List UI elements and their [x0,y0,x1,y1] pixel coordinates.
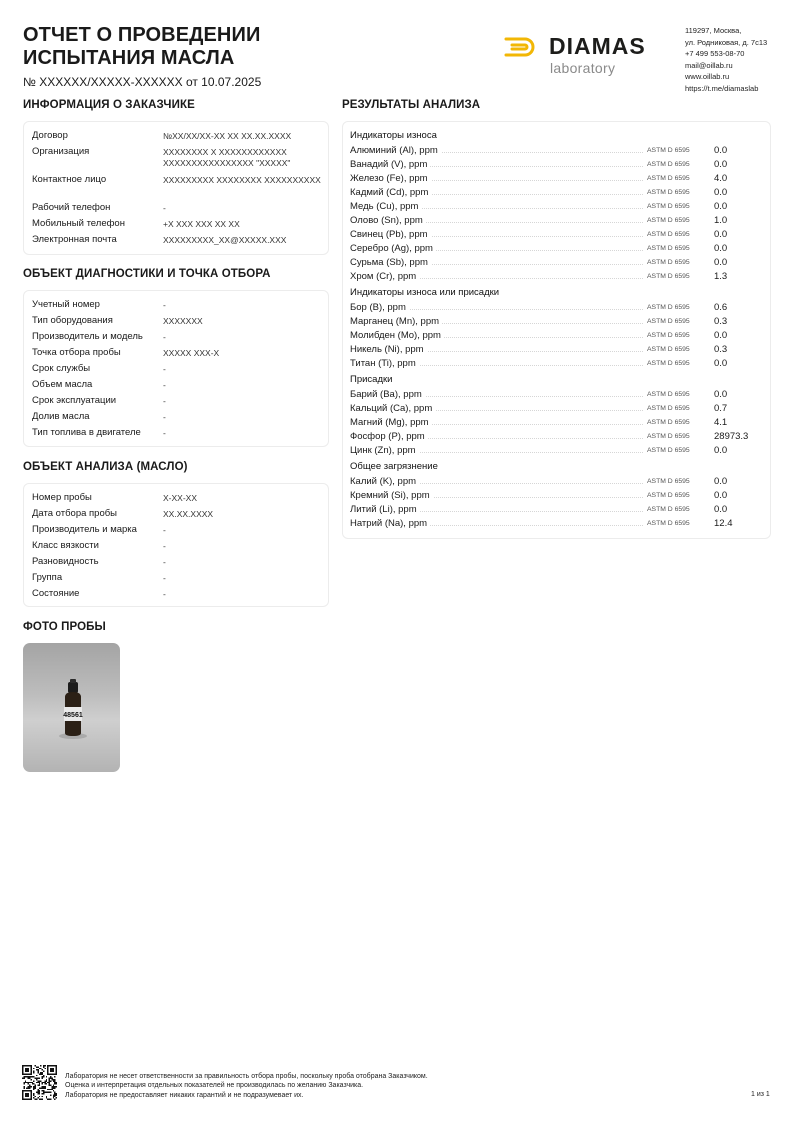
result-method: ASTM D 6595 [647,432,690,440]
oil-row: Состояние - [32,588,166,599]
report-title-line1: ОТЧЕТ О ПРОВЕДЕНИИ [23,24,261,46]
result-row [350,255,764,269]
result-name: Серебро (Ag), ppm [350,243,647,254]
oil-row: Номер пробы X-XX-XX [32,492,198,503]
result-value: 0.0 [714,186,728,198]
sample-photo [23,643,120,772]
result-method: ASTM D 6595 [647,446,690,454]
oil-row: Группа - [32,572,166,583]
result-name: Железо (Fe), ppm [350,173,647,184]
result-name: Медь (Cu), ppm [350,201,647,212]
contact-line: 119297, Москва, [685,26,742,35]
logo-subtitle: laboratory [550,60,616,76]
contact-website: www.oillab.ru [685,72,730,82]
result-method: ASTM D 6595 [647,244,690,252]
disclaimer [65,1072,428,1100]
diagnostics-row: Тип оборудования XXXXXXX [32,315,203,326]
diagnostics-row: Производитель и модель - [32,331,166,342]
result-value: 0.7 [714,402,728,414]
result-name: Барий (Ba), ppm [350,389,647,400]
result-name: Марганец (Mn), ppm [350,316,647,327]
result-method: ASTM D 6595 [647,491,690,499]
result-row [350,429,764,443]
result-row [350,516,764,530]
page-number: 1 из 1 [751,1091,770,1098]
lab-contacts [685,25,767,95]
result-name: Молибден (Mo), ppm [350,330,647,341]
oil-bottle-image [23,643,120,772]
contact-line: ул. Родниковая, д. 7с13 [685,37,768,47]
result-method: ASTM D 6595 [647,331,690,339]
result-method: ASTM D 6595 [647,477,690,485]
oil-section-title: ОБЪЕКТ АНАЛИЗА (МАСЛО) [23,461,188,473]
result-method: ASTM D 6595 [647,303,690,311]
result-row [350,415,764,429]
result-method: ASTM D 6595 [647,188,690,196]
result-value: 0.0 [714,200,728,212]
result-value: 4.1 [714,416,728,428]
result-method: ASTM D 6595 [647,272,690,280]
result-row [350,474,764,488]
result-row [350,227,764,241]
customer-row: Контактное лицо XXXXXXXXX XXXXXXXX XXXXXXXXXX [32,174,321,185]
contact-telegram: https://t.me/diamaslab [685,83,759,93]
logo-brand: DIAMAS [549,33,646,59]
contact-email: mail@oillab.ru [685,60,733,70]
result-method: ASTM D 6595 [647,390,690,398]
contact-phone: +7 499 553-08-70 [685,49,745,59]
customer-section-title: ИНФОРМАЦИЯ О ЗАКАЗЧИКЕ [23,99,195,111]
result-row [350,387,764,401]
result-name: Никель (Ni), ppm [350,344,647,355]
result-value: 1.0 [714,214,728,226]
result-name: Магний (Mg), ppm [350,417,647,428]
result-row [350,185,764,199]
result-name: Титан (Ti), ppm [350,358,647,369]
customer-card [23,121,329,255]
result-method: ASTM D 6595 [647,216,690,224]
result-row [350,328,764,342]
diagnostics-row: Срок эксплуатации - [32,395,166,406]
diagnostics-row: Долив масла - [32,411,166,422]
result-name: Фосфор (P), ppm [350,431,647,442]
result-method: ASTM D 6595 [647,519,690,527]
result-name: Кадмий (Cd), ppm [350,187,647,198]
result-name: Цинк (Zn), ppm [350,445,647,456]
customer-row: Рабочий телефон - [32,202,166,213]
result-value: 0.0 [714,144,728,156]
result-row [350,300,764,314]
result-name: Хром (Cr), ppm [350,271,647,282]
result-value: 0.6 [714,301,728,313]
report-title-line2: ИСПЫТАНИЯ МАСЛА [23,47,235,69]
result-row [350,241,764,255]
oil-row: Дата отбора пробы XX.XX.XXXX [32,508,214,519]
result-row [350,269,764,283]
result-name: Калий (K), ppm [350,476,647,487]
diagnostics-row: Тип топлива в двигателе - [32,427,166,438]
result-name: Литий (Li), ppm [350,504,647,515]
result-name: Олово (Sn), ppm [350,215,647,226]
photo-section-title: ФОТО ПРОБЫ [23,621,106,633]
result-row [350,143,764,157]
results-group-title: Общее загрязнение [350,461,438,472]
results-table [350,129,764,530]
disclaimer-line: Лаборатория не несет ответственности за правильность отбора пробы, поскольку проба отобрана Заказчиком. [65,1073,428,1080]
result-value: 0.0 [714,388,728,400]
diamas-logo-icon [503,36,539,58]
result-value: 1.3 [714,270,728,282]
result-value: 28973.3 [714,430,749,442]
diagnostics-row: Учетный номер - [32,299,166,310]
result-value: 4.0 [714,172,728,184]
result-row [350,213,764,227]
result-value: 0.0 [714,256,728,268]
oil-card [23,483,329,607]
result-value: 0.0 [714,475,728,487]
result-value: 0.3 [714,315,728,327]
result-method: ASTM D 6595 [647,202,690,210]
bottle-label: 48561 [63,712,83,719]
result-value: 0.0 [714,242,728,254]
result-method: ASTM D 6595 [647,345,690,353]
diagnostics-row: Срок службы - [32,363,166,374]
result-row [350,356,764,370]
result-method: ASTM D 6595 [647,146,690,154]
results-group-title: Индикаторы износа или присадки [350,287,500,298]
result-value: 0.0 [714,228,728,240]
result-value: 0.0 [714,357,728,369]
result-value: 0.0 [714,158,728,170]
result-method: ASTM D 6595 [647,317,690,325]
disclaimer-line: Оценка и интерпретация отдельных показателей не производилась по желанию Заказчика. [65,1082,364,1090]
results-section-title: РЕЗУЛЬТАТЫ АНАЛИЗА [342,99,481,111]
result-name: Сурьма (Sb), ppm [350,257,647,268]
diagnostics-row: Объем масла - [32,379,166,390]
diagnostics-row: Точка отбора пробы XXXXX XXX-X [32,347,220,358]
result-row [350,502,764,516]
result-method: ASTM D 6595 [647,174,690,182]
result-value: 12.4 [714,517,733,529]
result-row [350,157,764,171]
result-row [350,443,764,457]
customer-row: Мобильный телефон +X XXX XXX XX XX [32,218,240,229]
customer-row: Электронная почта XXXXXXXXX_XX@XXXXX.XXX [32,234,287,245]
result-value: 0.0 [714,489,728,501]
disclaimer-line: Лаборатория не предоставляет никаких гарантий и не подразумевает их. [65,1091,304,1099]
result-row [350,171,764,185]
result-row [350,342,764,356]
result-name: Кремний (Si), ppm [350,490,647,501]
results-group-title: Индикаторы износа [350,130,437,141]
result-name: Алюминий (Al), ppm [350,145,647,156]
qr-code [22,1065,57,1100]
diamas-logo [503,34,673,80]
customer-row: Договор №XX/XX/XX-XX XX XX.XX.XXXX [32,130,292,141]
results-group-title: Присадки [350,374,393,385]
result-row [350,488,764,502]
oil-row: Производитель и марка - [32,524,166,535]
result-method: ASTM D 6595 [647,404,690,412]
result-value: 0.0 [714,329,728,341]
oil-row: Разновидность - [32,556,166,567]
result-value: 0.0 [714,503,728,515]
document-number: № XXXXXX/XXXXX-XXXXXX от 10.07.2025 [23,75,262,89]
result-row [350,199,764,213]
oil-row: Класс вязкости - [32,540,166,551]
result-name: Кальций (Ca), ppm [350,403,647,414]
result-method: ASTM D 6595 [647,418,690,426]
result-value: 0.3 [714,343,728,355]
diagnostics-card [23,290,329,447]
customer-row: Организация XXXXXXXX X XXXXXXXXXXXX XXXXXXXXXXXXXXXX "XXXXX" [32,146,291,168]
result-method: ASTM D 6595 [647,230,690,238]
result-name: Натрий (Na), ppm [350,518,647,529]
result-row [350,314,764,328]
report-title [23,24,323,70]
result-method: ASTM D 6595 [647,258,690,266]
result-method: ASTM D 6595 [647,359,690,367]
result-name: Свинец (Pb), ppm [350,229,647,240]
result-name: Ванадий (V), ppm [350,159,647,170]
result-method: ASTM D 6595 [647,505,690,513]
result-name: Бор (B), ppm [350,302,647,313]
result-row [350,401,764,415]
result-value: 0.0 [714,444,728,456]
diagnostics-section-title: ОБЪЕКТ ДИАГНОСТИКИ И ТОЧКА ОТБОРА [23,268,271,280]
result-method: ASTM D 6595 [647,160,690,168]
